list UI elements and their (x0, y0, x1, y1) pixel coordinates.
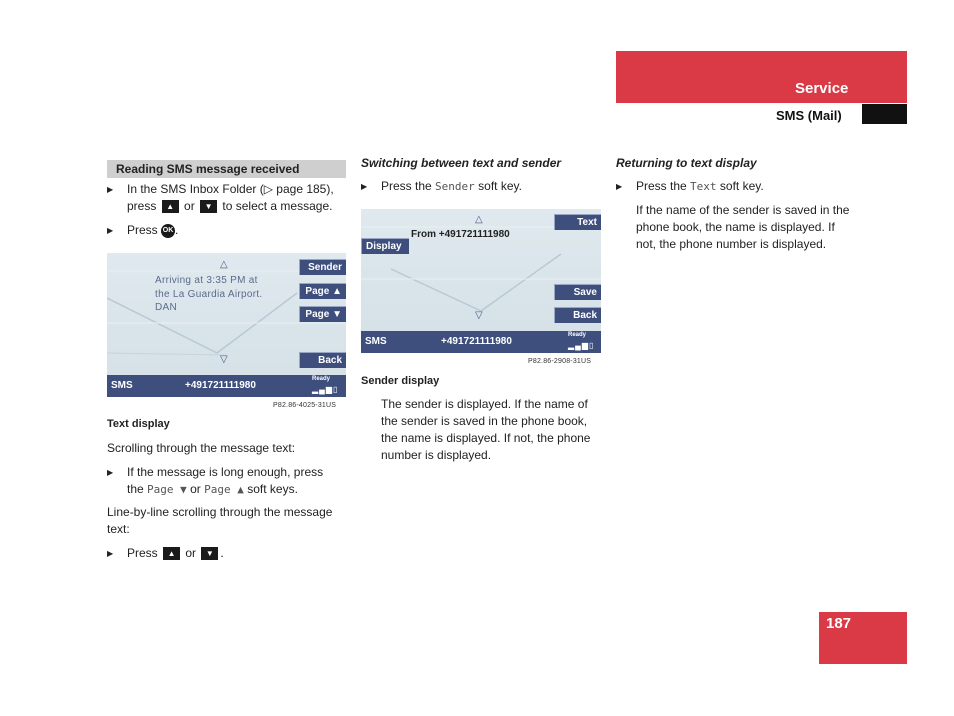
bullet-icon: ▶ (107, 468, 114, 477)
section-title: Service (795, 80, 849, 97)
message-text: Arriving at 3:35 PM at the La Guardia Airport. DAN (155, 275, 263, 313)
page-up-key-label: Page ▲ (204, 483, 244, 496)
sender-key-label: Sender (435, 180, 475, 193)
status-label: SMS (111, 380, 133, 391)
section-heading: Reading SMS message received (116, 162, 300, 176)
sender-display-description: The sender is displayed. If the name of the sender is saved in the phone book, the name is displayed. If not, the phone number is displayed. (381, 397, 591, 462)
page-down-key-label: Page ▼ (147, 483, 187, 496)
bullet-icon: ▶ (107, 226, 114, 235)
up-arrow-key-icon: ▲ (162, 200, 179, 213)
display-softkey[interactable]: Display (361, 238, 409, 254)
back-softkey[interactable]: Back (299, 352, 346, 368)
up-arrow-key-icon: ▲ (163, 547, 180, 560)
status-number: +491721111980 (441, 336, 512, 347)
back-softkey[interactable]: Back (554, 307, 601, 323)
save-softkey[interactable]: Save (554, 284, 601, 300)
section-heading: Switching between text and sender (361, 156, 562, 170)
ready-indicator: Ready (568, 332, 587, 338)
step-press-sender: ▶ Press the Sender soft key. (361, 179, 522, 193)
step-press-text: ▶ Press the Text soft key. (616, 179, 764, 193)
scroll-up-indicator-icon: △ (475, 214, 483, 225)
section-tab (616, 51, 907, 103)
status-bar (107, 375, 346, 397)
text-display-description: If the name of the sender is saved in the phone book, the name is displayed. If not, the phone number is displayed. (636, 203, 850, 251)
step-line-scroll: ▶ Press ▲ or ▼ . (107, 546, 224, 560)
status-bar (361, 331, 601, 353)
subsection-title: SMS (Mail) (776, 108, 842, 123)
bullet-icon: ▶ (107, 185, 114, 194)
page-number: 187 (826, 615, 852, 632)
signal-strength-icon: ▂▄▆▯ (568, 341, 595, 350)
figure-id: P82.86-2908-31US (528, 358, 592, 365)
scroll-down-indicator-icon: ▽ (220, 354, 228, 365)
step-press-ok: ▶ Press OK . (107, 223, 179, 237)
down-arrow-key-icon: ▼ (201, 547, 218, 560)
status-label: SMS (365, 336, 387, 347)
figure-caption: Sender display (361, 375, 440, 387)
page-up-softkey[interactable]: Page ▲ (299, 283, 346, 299)
sender-display-screen (361, 209, 601, 353)
step-select-message: ▶ In the SMS Inbox Folder (▷ page 185), press ▲ or ▼ to select a message. (107, 182, 334, 213)
scroll-intro: Scrolling through the message text: (107, 441, 296, 455)
text-softkey[interactable]: Text (554, 214, 601, 230)
from-line: From +491721111980 (411, 229, 510, 240)
scroll-up-indicator-icon: △ (220, 259, 228, 270)
bullet-icon: ▶ (107, 549, 114, 558)
sender-softkey[interactable]: Sender (299, 259, 346, 275)
status-number: +491721111980 (185, 380, 256, 391)
bullet-icon: ▶ (361, 182, 368, 191)
text-display-screen (107, 253, 346, 397)
section-heading: Returning to text display (616, 156, 757, 170)
step-page-scroll: ▶ If the message is long enough, press the Page ▼ or Page ▲ soft keys. (107, 465, 324, 496)
text-key-label: Text (690, 180, 717, 193)
signal-strength-icon: ▂▄▆▯ (312, 385, 339, 394)
line-scroll-intro: Line-by-line scrolling through the message text: (107, 505, 333, 536)
figure-caption: Text display (107, 418, 170, 430)
figure-id: P82.86-4025-31US (273, 402, 337, 409)
ready-indicator: Ready (312, 376, 331, 382)
scroll-down-indicator-icon: ▽ (475, 310, 483, 321)
ok-button-icon: OK (161, 224, 175, 238)
down-arrow-key-icon: ▼ (200, 200, 217, 213)
bullet-icon: ▶ (616, 182, 623, 191)
page-down-softkey[interactable]: Page ▼ (299, 306, 346, 322)
subsection-marker (862, 104, 907, 124)
